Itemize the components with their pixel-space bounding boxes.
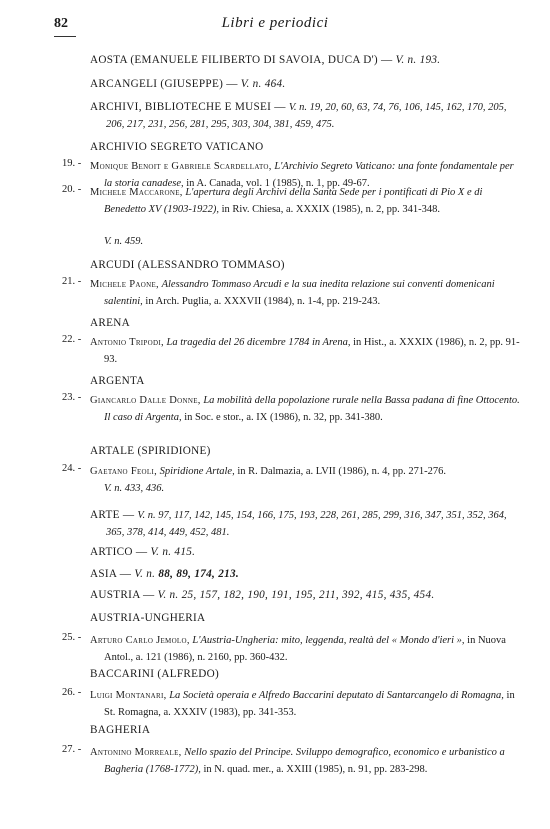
entry-title: L'apertura degli Archivi della Santa Sede per i pontificati di Pio X e di Benedetto XV (1903-1922), xyxy=(104,187,483,215)
entry-source: in St. Romagna, a. XXXIV (1983), pp. 341-353. xyxy=(104,690,515,718)
entry-author: Giancarlo Dalle Donne, xyxy=(90,395,201,406)
see-reference-list: 97, 117, 142, 145, 154, 166, 175, 193, 228, 261, 285, 299, 316, 347, 351, 352, 364, 365, 378, 414, 449, 452, 481. xyxy=(106,510,507,538)
entry-source: in Hist., a. XXXIX (1986), n. 2, pp. 91-93. xyxy=(104,337,520,365)
entry-title: L'Archivio Segreto Vaticano: una fonte fondamentale per la storia canadese, xyxy=(104,161,514,189)
entry-source: in Nuova Antol., a. 121 (1986), n. 2160, pp. 360-432. xyxy=(104,635,506,663)
entry-number: 24. - xyxy=(62,463,82,474)
bibliography-entry-22 xyxy=(90,334,524,368)
heading-text: ARTE — xyxy=(90,509,138,521)
subject-heading-arte xyxy=(90,507,526,541)
running-head: Libri e periodici xyxy=(221,15,329,31)
see-reference-prefix: V. n. xyxy=(288,102,310,113)
see-reference: V. n. 464. xyxy=(240,78,286,90)
subject-heading-austria xyxy=(90,587,434,604)
subject-heading-artico xyxy=(90,544,195,561)
entry-number: 19. - xyxy=(62,158,82,169)
bibliography-entry-21 xyxy=(90,276,524,310)
subject-heading-bagheria: BAGHERIA xyxy=(90,724,151,736)
entry-author: Antonio Tripodi, xyxy=(90,337,164,348)
heading-text: AOSTA (EMANUELE FILIBERTO DI SAVOIA, DUCA D') — xyxy=(90,54,396,66)
entry-author: Gaetano Feoli, xyxy=(90,466,158,477)
entry-author: Arturo Carlo Jemolo, xyxy=(90,635,190,646)
entry-source: in A. Canada, vol. 1 (1985), n. 1, pp. 49-67. xyxy=(186,178,370,189)
entry-title: La mobilità della popolazione rurale nella Bassa padana di fine Ottocento. Il caso di Argenta, xyxy=(104,395,520,423)
heading-text: ARTICO — xyxy=(90,546,151,558)
entry-title: L'Austria-Ungheria: mito, leggenda, realtà del « Mondo d'ieri », xyxy=(192,635,465,646)
see-reference-list: 25, 157, 182, 190, 191, 195, 211, 392, 415, 435, 454. xyxy=(181,589,435,601)
entry-number: 25. - xyxy=(62,632,82,643)
subject-heading-archivi xyxy=(90,99,526,133)
entry-title: La Società operaia e Alfredo Baccarini deputato di Santarcangelo di Romagna, xyxy=(169,690,504,701)
heading-text: ASIA — xyxy=(90,568,135,580)
subject-heading-aosta xyxy=(90,52,440,69)
bibliography-entry-20 xyxy=(90,184,524,218)
entry-number: 22. - xyxy=(62,334,82,345)
subject-heading-asia xyxy=(90,566,239,583)
heading-text: ARCHIVI, BIBLIOTECHE E MUSEI — xyxy=(90,101,289,113)
entry-source: in Riv. Chiesa, a. XXXIX (1985), n. 2, pp. 341-348. xyxy=(221,204,440,215)
see-reference: V. n. 193. xyxy=(395,54,441,66)
entry-title: Nello spazio del Principe. Sviluppo demografico, economico e urbanistico a Bagheria (1768-1772), xyxy=(104,747,505,775)
subject-heading-baccarini: BACCARINI (ALFREDO) xyxy=(90,668,220,680)
entry-author: Michele Maccarone, xyxy=(90,187,183,198)
entry-author: Monique Benoit e Gabriele Scardellato, xyxy=(90,161,272,172)
see-reference: V. n. 433, 436. xyxy=(104,483,165,494)
bibliography-entry-25 xyxy=(90,632,524,666)
entry-author: Michele Paone, xyxy=(90,279,159,290)
see-reference-prefix: V. n. xyxy=(134,568,159,580)
bibliography-entry-27 xyxy=(90,744,524,778)
entry-number: 23. - xyxy=(62,392,82,403)
entry-author: Antonino Morreale, xyxy=(90,747,182,758)
subject-heading-artale: ARTALE (SPIRIDIONE) xyxy=(90,445,211,457)
entry-source: in R. Dalmazia, a. LVII (1986), n. 4, pp. 271-276. xyxy=(237,466,447,477)
entry-number: 21. - xyxy=(62,276,82,287)
entry-number: 20. - xyxy=(62,184,82,195)
page-number: 82 xyxy=(54,16,68,31)
entry-title: La tragedia del 26 dicembre 1784 in Arena, xyxy=(166,337,351,348)
entry-source: in Soc. e stor., a. IX (1986), n. 32, pp. 341-380. xyxy=(184,412,383,423)
header-rule xyxy=(54,36,76,37)
entry-source: in Arch. Puglia, a. XXXVII (1984), n. 1-4, pp. 219-243. xyxy=(145,296,381,307)
entry-number: 26. - xyxy=(62,687,82,698)
entry-title: Alessandro Tommaso Arcudi e la sua inedita relazione sui conventi domenicani salentini, xyxy=(104,279,495,307)
see-reference: V. n. 459. xyxy=(104,236,144,247)
subject-heading-arena: ARENA xyxy=(90,317,131,329)
see-reference: V. n. 415. xyxy=(150,546,196,558)
subject-heading-argenta: ARGENTA xyxy=(90,375,145,387)
entry-source: in N. quad. mer., a. XXIII (1985), n. 91, pp. 283-298. xyxy=(203,764,428,775)
subject-heading-arcangeli xyxy=(90,76,286,93)
entry-number: 27. - xyxy=(62,744,82,755)
subject-heading-arcudi: ARCUDI (ALESSANDRO TOMMASO) xyxy=(90,259,285,271)
bibliography-entry-24 xyxy=(90,463,524,480)
heading-text: ARCANGELI (GIUSEPPE) — xyxy=(90,78,241,90)
bibliography-entry-23 xyxy=(90,392,524,426)
subject-heading-austria-ungheria: AUSTRIA-UNGHERIA xyxy=(90,612,206,624)
see-reference-prefix: V. n. xyxy=(137,510,159,521)
heading-text: AUSTRIA — xyxy=(90,589,158,601)
entry-title: Spiridione Artale, xyxy=(159,466,235,477)
bibliography-entry-26 xyxy=(90,687,524,721)
entry-author: Luigi Montanari, xyxy=(90,690,167,701)
see-reference-prefix: V. n. xyxy=(157,589,182,601)
see-reference-list: 88, 89, 174, 213. xyxy=(158,568,239,580)
see-reference-list: 19, 20, 60, 63, 74, 76, 106, 145, 162, 170, 205, 206, 217, 231, 256, 281, 295, 303, 304, 381, 459, 475. xyxy=(106,102,507,130)
subject-heading-archivio-segreto-vaticano: ARCHIVIO SEGRETO VATICANO xyxy=(90,141,264,153)
